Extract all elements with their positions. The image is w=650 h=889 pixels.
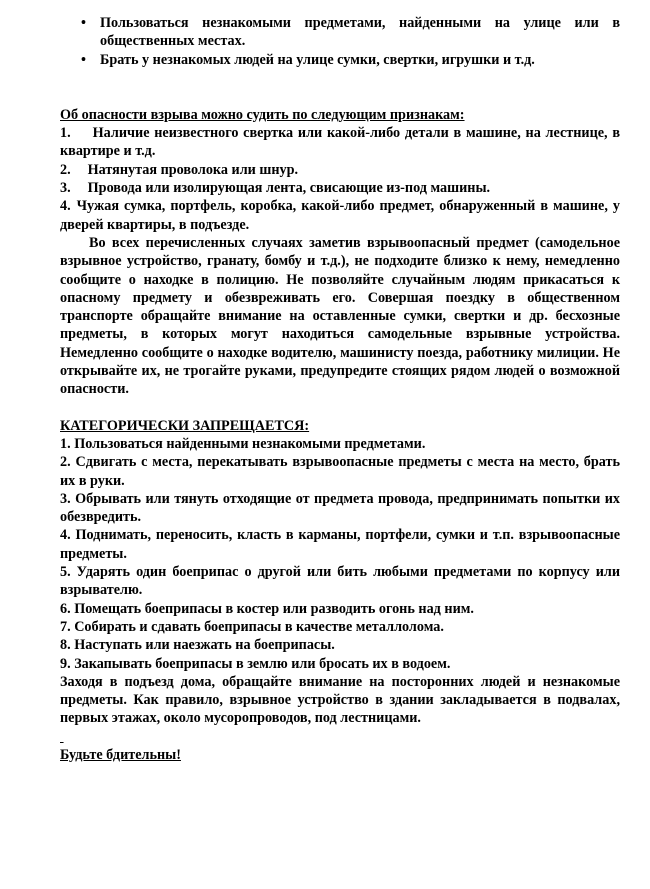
signs-paragraph: Во всех перечисленных случаях заметив взрывоопасный предмет (самодельное взрывное устройство, гранату, бомбу и т.д.), не подходите близко к нему, немедленно сообщите о находке в полицию. Не позволяйте случайным людям прикасаться к опасному предмету и обезвреживать его. Совершая поездку в общественном транспорте обращайте внимание на оставленные сумки, свертки и др. бесхозные предметы, в которых могут находиться самодельные взрывные устройства. Немедленно сообщите о находке водителю, машинисту поезда, работнику милиции. Не открывайте их, не трогайте руками, предупредите стоящих рядом людей о возможной опасности. [60,234,620,398]
signs-heading: Об опасности взрыва можно судить по следующим признакам: [60,106,465,123]
item-number: 4. [60,198,71,215]
closing-text: Будьте бдительны! [60,746,181,763]
prohibited-item: 3. Обрывать или тянуть отходящие от предмета провода, предпринимать попытки их обезвредить. [60,490,620,526]
bullet-item: • Пользоваться незнакомыми предметами, найденными на улице или в общественных местах. [60,14,620,51]
underline-mark [60,728,620,746]
prohibited-item: 6. Помещать боеприпасы в костер или разводить огонь над ним. [60,600,474,617]
prohibited-item: 7. Собирать и сдавать боеприпасы в качестве металлолома. [60,618,444,635]
item-text: Натянутая проволока или шнур. [87,161,299,178]
item-text: Наличие неизвестного свертка или какой-либо детали в машине, на лестнице, в квартире и т.д. [60,125,620,160]
warning-bullet-list [60,14,620,69]
prohibited-item: 8. Наступать или наезжать на боеприпасы. [60,637,335,654]
item-number: 2. [60,161,71,178]
signs-item-2 [60,161,620,179]
prohibited-item: 5. Ударять один боеприпас о другой или бить любыми предметами по корпусу или взрывателю. [60,564,620,599]
item-text: Чужая сумка, портфель, коробка, какой-либо предмет, обнаруженный в машине, у дверей квартиры, в подъезде. [60,198,620,233]
prohibited-item: 4. Поднимать, переносить, класть в карманы, портфели, сумки и т.п. взрывоопасные предметы. [60,527,620,562]
prohibited-item: 9. Закапывать боеприпасы в землю или бросать их в водоем. [60,655,451,672]
signs-item-4 [60,197,620,234]
prohibited-item: 2. Сдвигать с места, перекатывать взрывоопасные предметы с места на место, брать их в руки. [60,454,620,489]
item-number: 3. [60,180,71,197]
item-number: 1. [60,125,71,142]
prohibited-paragraph: Заходя в подъезд дома, обращайте внимание на посторонних людей и незнакомые предметы. Как правило, взрывное устройство в здании закладывается в подвалах, первых этажах, около мусоропроводов, под лестницами. [60,673,620,727]
prohibited-heading: КАТЕГОРИЧЕСКИ ЗАПРЕЩАЕТСЯ: [60,417,310,434]
document-page [60,14,620,764]
prohibited-item: 1. Пользоваться найденными незнакомыми предметами. [60,435,426,452]
bullet-item: • Брать у незнакомых людей на улице сумки, свертки, игрушки и т.д. [60,51,620,69]
signs-item-3 [60,179,620,197]
signs-item-1 [60,124,620,161]
item-text: Провода или изолирующая лента, свисающие из-под машины. [87,180,491,197]
